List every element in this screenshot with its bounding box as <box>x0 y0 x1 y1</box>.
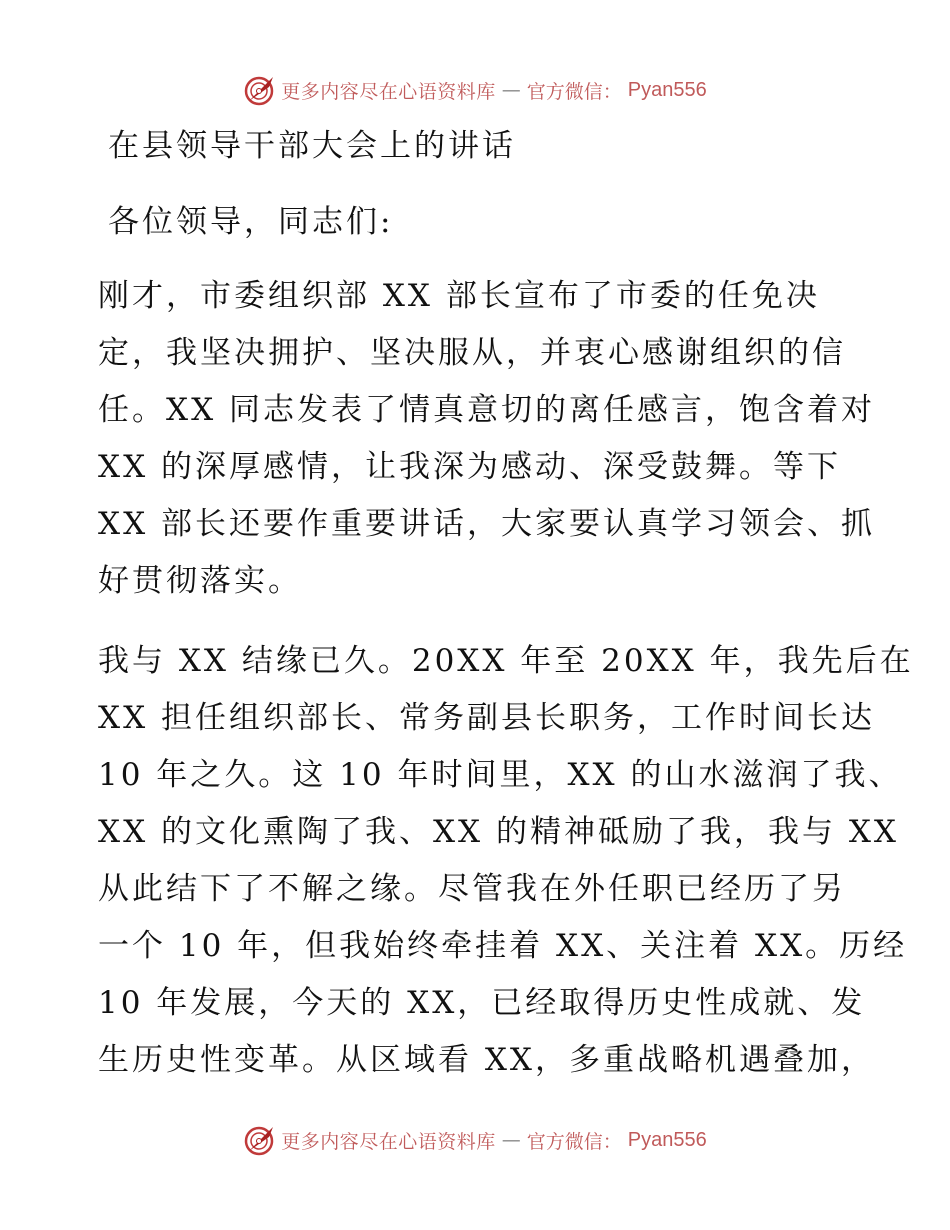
banner-subtitle: 官方微信： <box>526 1130 622 1153</box>
text-line: 10 年发展，今天的 XX，已经取得历史性成就、发 <box>98 985 866 1021</box>
text-line: 定，我坚决拥护、坚决服从，并衷心感谢组织的信 <box>98 335 846 371</box>
paragraph-2 <box>98 633 914 1089</box>
text-line: 10 年之久。这 10 年时间里，XX 的山水滋润了我、 <box>98 757 903 793</box>
text-line: XX 部长还要作重要讲话，大家要认真学习领会、抓 <box>98 506 875 542</box>
banner-separator: — <box>501 1129 521 1151</box>
quill-logo-icon <box>243 1123 277 1157</box>
text-line: XX 的深厚感情，让我深为感动、深受鼓舞。等下 <box>98 449 841 485</box>
paragraph-1 <box>98 268 888 610</box>
banner-separator: — <box>501 79 521 101</box>
quill-logo-icon <box>243 73 277 107</box>
banner-text: 更多内容尽在心语资料库 <box>281 80 496 103</box>
text-line: 任。XX 同志发表了情真意切的离任感言，饱含着对 <box>98 392 875 428</box>
salutation: 各位领导，同志们: <box>108 204 394 240</box>
text-line: 生历史性变革。从区域看 XX，多重战略机遇叠加， <box>98 1042 875 1078</box>
text-line: XX 担任组织部长、常务副县长职务，工作时间长达 <box>98 700 875 736</box>
document-title: 在县领导干部大会上的讲话 <box>108 128 516 164</box>
banner-subtitle: 官方微信： <box>526 80 622 103</box>
banner-account: Pyan556 <box>627 78 707 101</box>
footer-banner <box>0 1120 950 1160</box>
banner-account: Pyan556 <box>627 1128 707 1151</box>
text-line: 刚才，市委组织部 XX 部长宣布了市委的任免决 <box>98 278 820 314</box>
text-line: 一个 10 年，但我始终牵挂着 XX、关注着 XX。历经 <box>98 928 908 964</box>
header-banner <box>0 70 950 110</box>
text-line: 好贯彻落实。 <box>98 563 302 599</box>
text-line: 我与 XX 结缘已久。20XX 年至 20XX 年，我先后在 <box>98 643 914 679</box>
text-line: 从此结下了不解之缘。尽管我在外任职已经历了另 <box>98 871 846 907</box>
banner-text: 更多内容尽在心语资料库 <box>281 1130 496 1153</box>
text-line: XX 的文化熏陶了我、XX 的精神砥励了我，我与 XX <box>98 814 899 850</box>
